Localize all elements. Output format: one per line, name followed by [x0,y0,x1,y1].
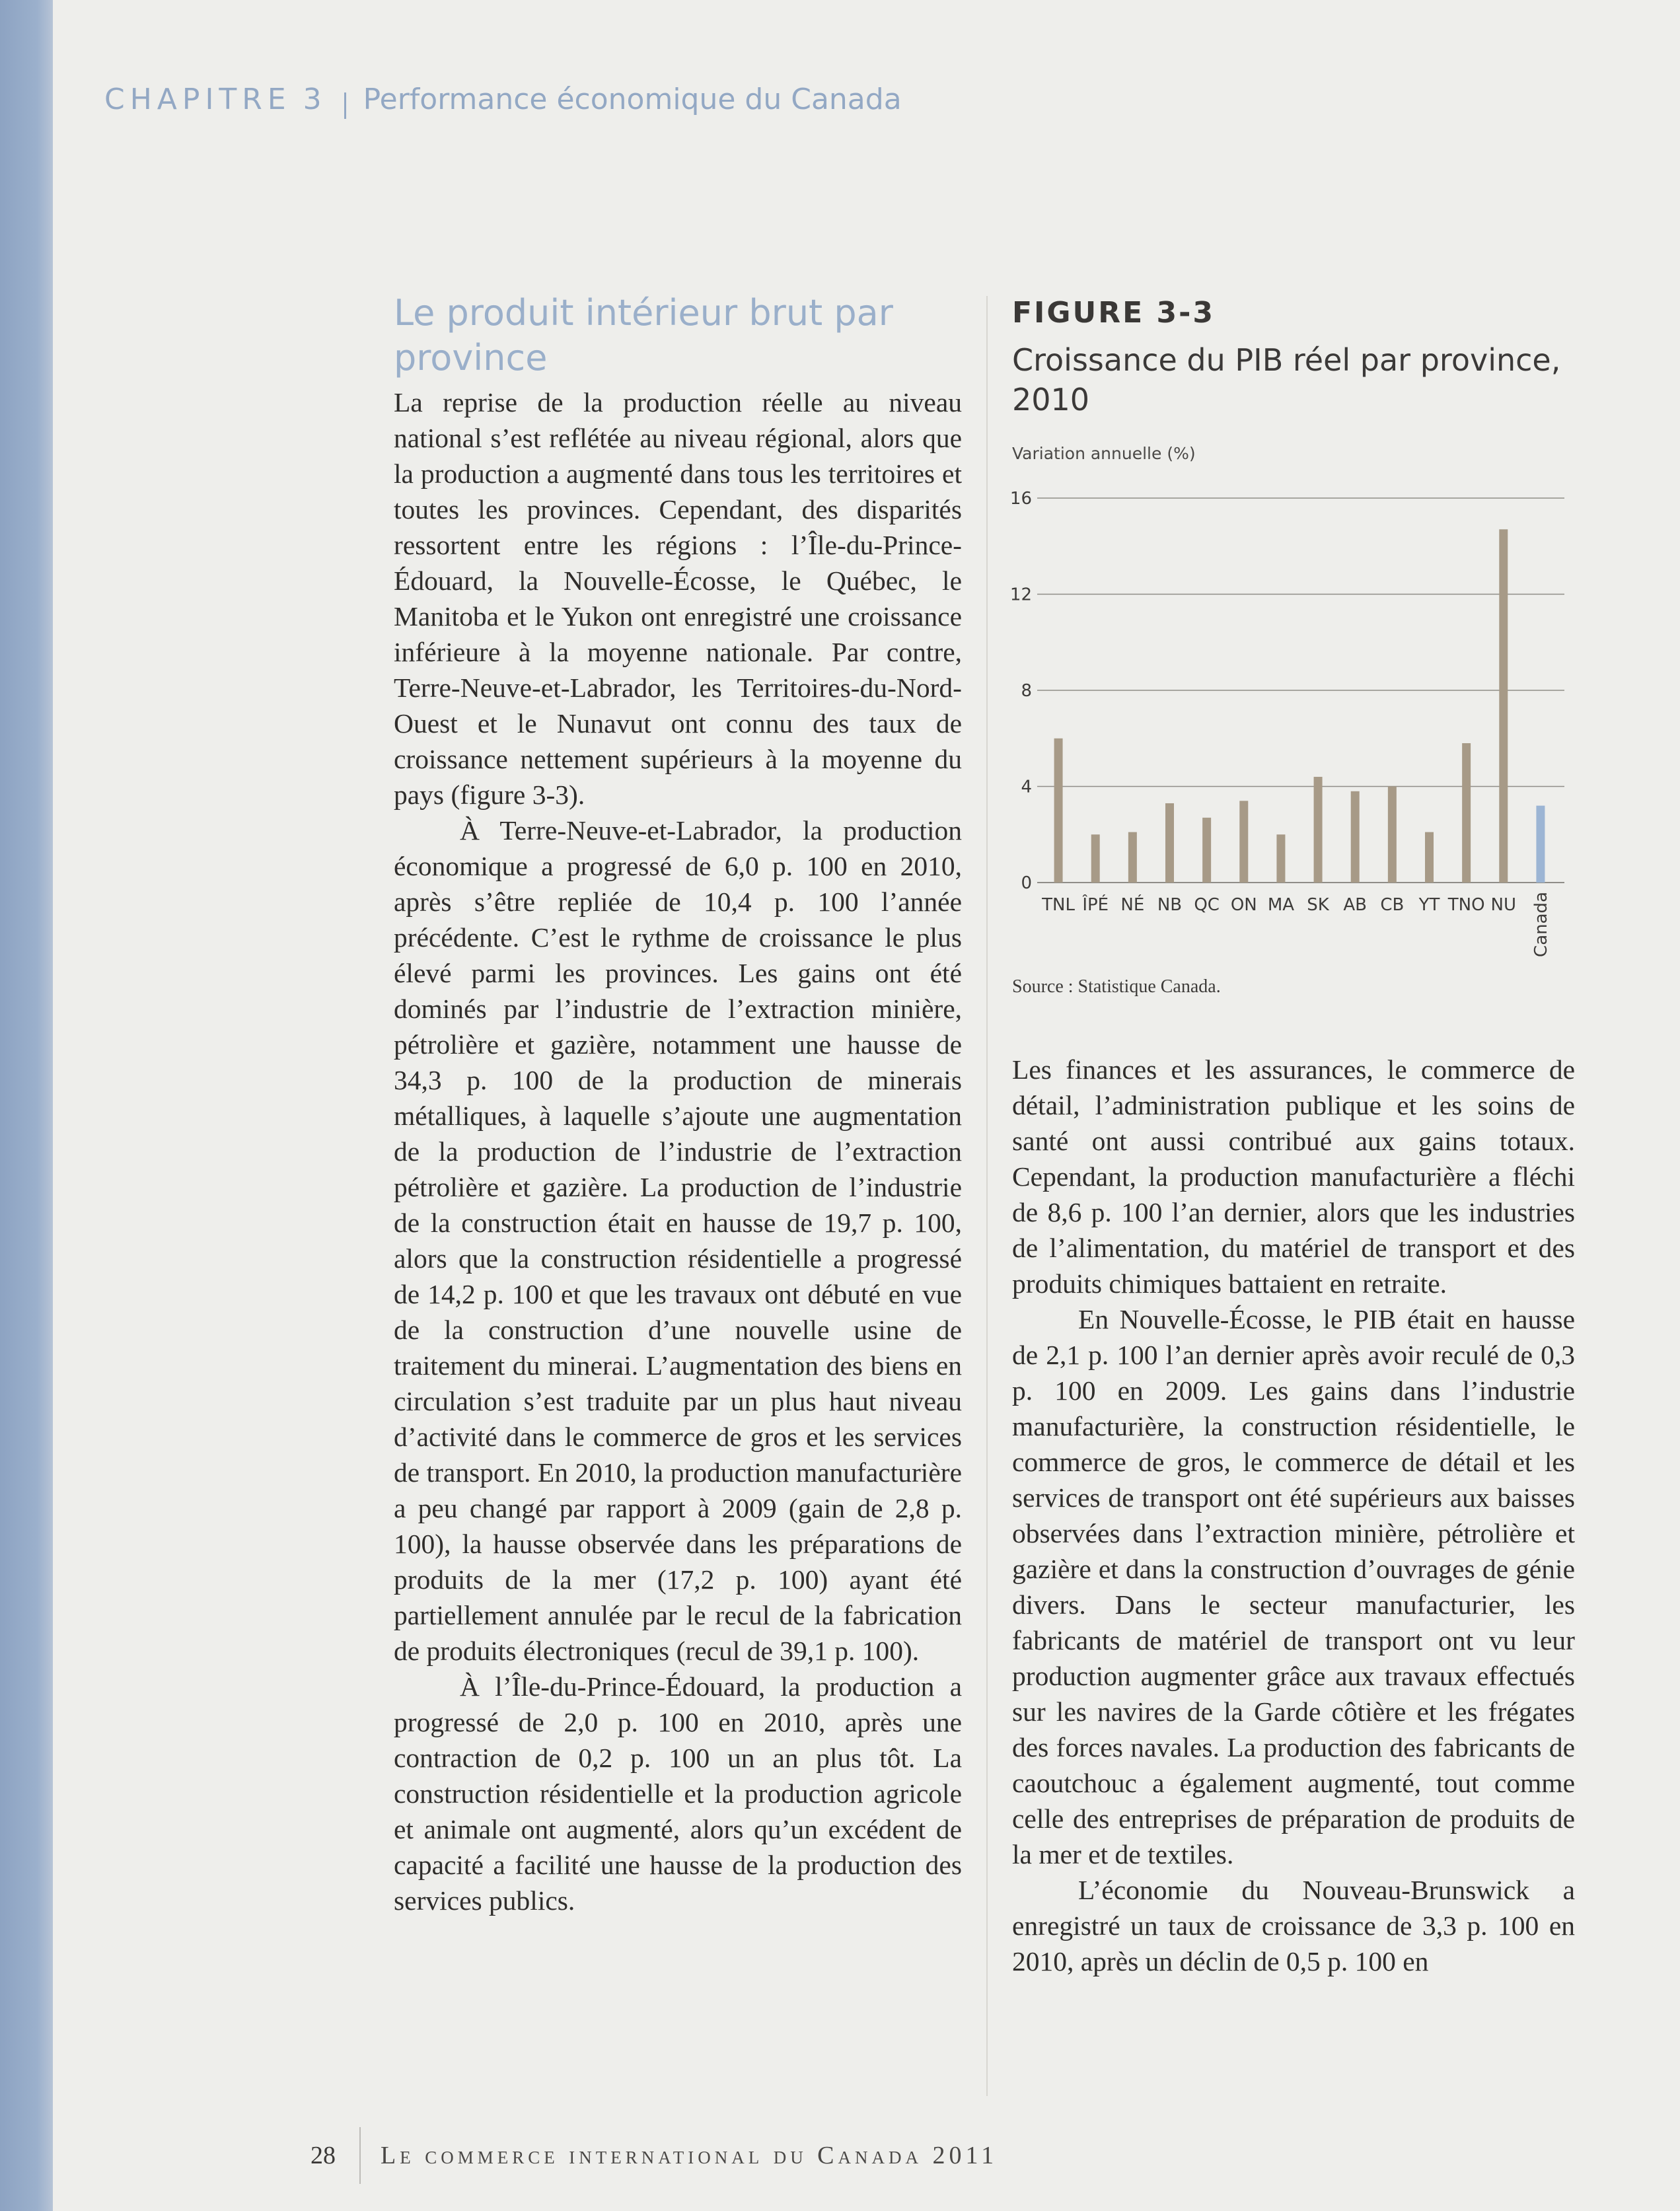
category-label: TNL [1042,895,1075,915]
paragraph: À l’Île-du-Prince-Édouard, la production a progressé de 2,0 p. 100 en 2010, après une contraction de 0,2 p. 100 un an plus tôt. La construction résidentielle et la production agricole et animale ont augmenté, alors qu’un excédent de capacité a facilité une hausse de la production des services publics. [394,1671,962,1916]
category-label: NÉ [1120,895,1145,915]
y-tick-label: 12 [1009,585,1032,605]
bar-QC [1202,818,1211,883]
chart-bars [1054,529,1545,883]
category-label: YT [1418,895,1440,915]
bar-AB [1351,791,1360,883]
page-spine-band [0,0,53,2211]
category-label: Canada [1531,892,1551,957]
category-label: ÎPÉ [1082,895,1109,915]
bar-NB [1165,803,1174,883]
left-column [394,291,962,1918]
y-tick-label: 8 [1021,681,1032,701]
paragraph: Les finances et les assurances, le commerce de détail, l’administration publique et les soins de santé ont aussi contribué aux gains totaux. Cependant, la production manufacturière a fléchi de 8,6 p. 100 l’an dernier, alors que les industries de l’alimentation, du matériel de transport et des produits chimiques battaient en retraite. [1012,1054,1575,1299]
bar-YT [1425,832,1434,883]
bar-ÎPÉ [1091,834,1100,883]
column-divider [986,296,988,2096]
bar-SK [1314,777,1323,883]
category-label: ON [1230,895,1257,915]
chapter-label: CHAPITRE [104,83,291,116]
right-column [1012,1052,1575,1979]
paragraph: En Nouvelle-Écosse, le PIB était en hausse de 2,1 p. 100 l’an dernier après avoir reculé de 0,3 p. 100 en 2009. Les gains dans l’industrie manufacturière, la construction résidentielle, le commerce de gros, le commerce de détail et les services de transport ont été supérieurs aux baisses observées dans l’extraction minière, pétrolière et gazière et dans la construction d’ouvrages de génie divers. Dans le secteur manufacturier, les fabricants de matériel de transport ont vu leur production augmenter grâce aux travaux effectués sur les navires de la Garde côtière et les frégates des forces navales. La production des fabricants de caoutchouc a également augmenté, tout comme celle des entreprises de préparation de produits de la mer et de textiles. [1012,1304,1575,1869]
bar-NU [1499,529,1508,883]
y-tick-label: 16 [1009,489,1032,509]
bar-NÉ [1128,832,1137,883]
y-axis-label: Variation annuelle (%) [1012,444,1196,463]
chapter-number: 3 [303,83,324,116]
footer-separator [359,2127,361,2184]
bar-chart [1004,476,1586,964]
chart-category-labels [1041,892,1551,957]
chart-gridlines [1037,498,1564,883]
category-label: QC [1194,895,1220,915]
bar-TNO [1462,743,1471,883]
publication-title: Le commerce international du Canada 2011 [381,2142,998,2169]
bar-ON [1239,801,1248,883]
paragraph: À Terre-Neuve-et-Labrador, la production économique a progressé de 6,0 p. 100 en 2010, après s’être repliée de 10,4 p. 100 l’année précédente. C’est le rythme de croissance le plus élevé parmi les provinces. Les gains ont été dominés par l’industrie de l’extraction minière, pétrolière et gazière, notamment une hausse de 34,3 p. 100 de la production de minerais métalliques, à laquelle s’ajoute une augmentation de la production de l’industrie de l’extraction pétrolière et gazière. La production de l’industrie de la construction était en hausse de 19,7 p. 100, alors que la construction résidentielle a progressé de 14,2 p. 100 et que les travaux ont débuté en vue de la construction d’une nouvelle usine de traitement du minerai. L’augmentation des biens en circulation s’est traduite par un plus haut niveau d’activité dans le commerce de gros et les services de transport. En 2010, la production manufacturière a peu changé par rapport à 2009 (gain de 2,8 p. 100), la hausse observée dans les préparations de produits de la mer (17,2 p. 100) ayant été partiellement annulée par le recul de la fabrication de produits électroniques (recul de 39,1 p. 100). [394,815,962,1666]
running-head [104,83,902,129]
bar-Canada [1536,806,1545,883]
bar-TNL [1054,739,1063,883]
chapter-title: Performance économique du Canada [363,83,902,116]
category-label: SK [1307,895,1329,915]
y-tick-label: 4 [1021,777,1032,797]
page-footer [310,2126,998,2185]
figure-label: FIGURE 3-3 [1012,296,1216,330]
category-label: NB [1157,895,1183,915]
figure-title: Croissance du PIB réel par province, 2010 [1012,342,1561,417]
category-label: CB [1380,895,1405,915]
chart-y-ticks [1010,489,1032,893]
page-number: 28 [310,2142,336,2169]
bar-MA [1276,834,1285,883]
y-tick-label: 0 [1021,873,1032,893]
paragraph: La reprise de la production réelle au niveau national s’est reflétée au niveau régional, alors que la production a augmenté dans tous les territoires et toutes les provinces. Cependant, des disparités ressortent entre les régions : l’Île-du-Prince-Édouard, la Nouvelle-Écosse, le Québec, le Manitoba et le Yukon ont enregistré une croissance inférieure à la moyenne nationale. Par contre, Terre-Neuve-et-Labrador, les Territoires-du-Nord-Ouest et le Nunavut ont connu des taux de croissance nettement supérieurs à la moyenne du pays (figure 3-3). [394,387,962,810]
bar-CB [1388,787,1397,883]
category-label: TNO [1447,895,1485,915]
category-label: NU [1490,895,1517,915]
category-label: AB [1343,895,1368,915]
paragraph: L’économie du Nouveau-Brunswick a enregistré un taux de croissance de 3,3 p. 100 en 2010, après un déclin de 0,5 p. 100 en [1012,1875,1575,1976]
figure-source: Source : Statistique Canada. [1012,976,1221,997]
running-head-separator [344,92,346,119]
section-title: Le produit intérieur brut par province [394,292,893,379]
category-label: MA [1267,895,1295,915]
